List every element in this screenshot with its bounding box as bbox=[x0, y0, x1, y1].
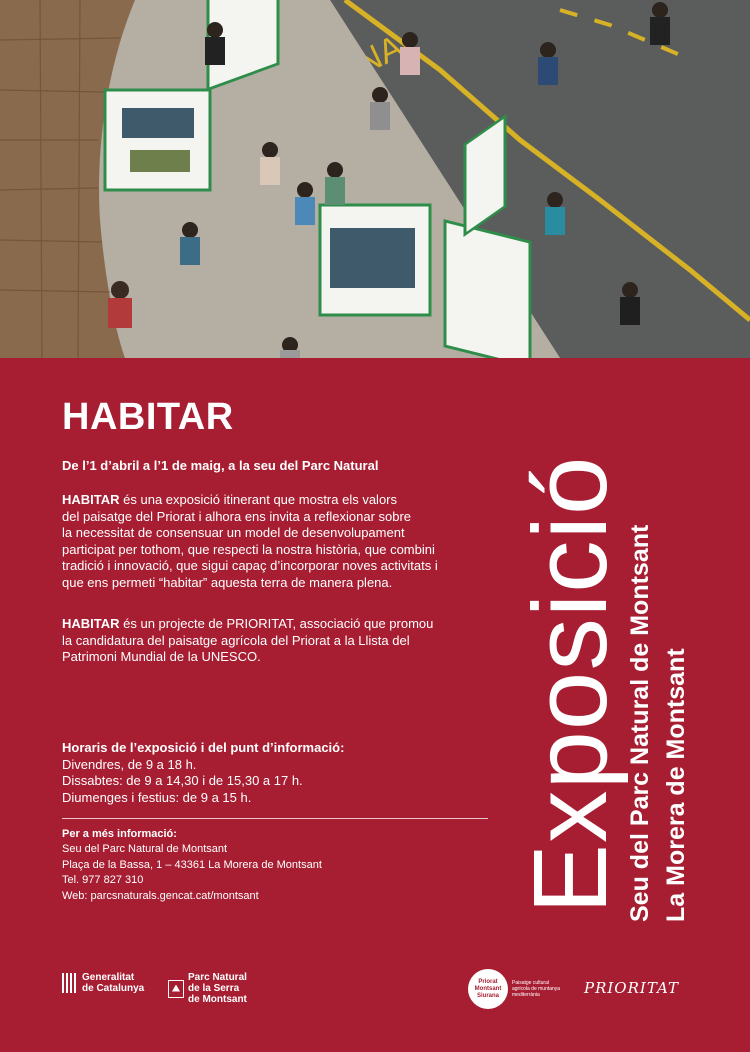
paragraph-lead: HABITAR bbox=[62, 492, 120, 507]
parc-natural-logo bbox=[168, 972, 247, 1005]
exhibition-photo bbox=[0, 0, 750, 358]
exhibition-title: HABITAR bbox=[62, 396, 234, 438]
mountain-icon bbox=[168, 980, 184, 998]
paragraph-line: és un projecte de PRIORITAT, associació que promou bbox=[119, 616, 434, 631]
logo-line: Montsant bbox=[474, 985, 502, 992]
paragraph-line: és una exposició itinerant que mostra els valors bbox=[119, 492, 398, 507]
priorat-circle-icon bbox=[468, 969, 508, 1009]
project-paragraph bbox=[62, 616, 492, 666]
info-title: Per a més informació: bbox=[62, 828, 177, 840]
info-line: Tel. 977 827 310 bbox=[62, 874, 144, 887]
paragraph-line: del paisatge del Priorat i alhora ens invita a reflexionar sobre bbox=[62, 508, 412, 524]
info-web-link[interactable]: Web: parcsnaturals.gencat.cat/montsant bbox=[62, 889, 259, 902]
vertical-headline: Exposició bbox=[512, 455, 629, 914]
logo-line: Priorat bbox=[478, 978, 498, 985]
priorat-montsant-logo bbox=[468, 969, 570, 1009]
paragraph-line: participat per tothom, que respecti la nostra història, que combini bbox=[62, 541, 435, 557]
logo-line: Siurana bbox=[476, 992, 499, 999]
logo-line: Parc Natural bbox=[188, 972, 247, 983]
info-line: Seu del Parc Natural de Montsant bbox=[62, 843, 228, 856]
hours-line: Diumenges i festius: de 9 a 15 h. bbox=[62, 789, 252, 805]
generalitat-stripes-icon bbox=[62, 973, 78, 993]
logo-line: Paisatge cultural bbox=[512, 980, 549, 986]
divider bbox=[62, 818, 488, 819]
paragraph-lead: HABITAR bbox=[62, 616, 120, 631]
hours-line: Dissabtes: de 9 a 14,30 i de 15,30 a 17 h. bbox=[62, 773, 303, 789]
contact-info bbox=[62, 827, 322, 904]
opening-hours bbox=[62, 740, 344, 806]
logo-line: Generalitat bbox=[82, 972, 135, 983]
hours-line: Divendres, de 9 a 18 h. bbox=[62, 756, 197, 772]
paragraph-line: la necessitat de consensuar un model de desenvolupament bbox=[62, 525, 405, 541]
logo-line: agrícola de muntanya bbox=[512, 986, 561, 992]
description-paragraph bbox=[62, 492, 492, 592]
prioritat-logo: PRIORITAT bbox=[584, 979, 680, 997]
vertical-venue: Seu del Parc Natural de Montsant bbox=[626, 524, 654, 922]
logo-line: mediterrània bbox=[512, 992, 540, 998]
hours-title: Horaris de l’exposició i del punt d’informació: bbox=[62, 740, 345, 755]
paragraph-line: la candidatura del paisatge agrícola del Priorat a la Llista del bbox=[62, 632, 410, 648]
info-line: Plaça de la Bassa, 1 – 43361 La Morera de Montsant bbox=[62, 858, 322, 871]
logo-line: de Catalunya bbox=[82, 983, 145, 994]
logo-line: de Montsant bbox=[188, 994, 247, 1005]
generalitat-logo bbox=[62, 972, 144, 994]
paragraph-line: tradició i innovació, que sigui capaç d’incorporar noves activitats i bbox=[62, 558, 438, 574]
exhibition-dates: De l’1 d’abril a l’1 de maig, a la seu del Parc Natural bbox=[62, 458, 379, 473]
vertical-town: La Morera de Montsant bbox=[662, 648, 690, 922]
paragraph-line: Patrimoni Mundial de la UNESCO. bbox=[62, 649, 261, 665]
logo-line: de la Serra bbox=[188, 983, 240, 994]
paragraph-line: que ens permeti “habitar” aquesta terra de manera plena. bbox=[62, 574, 393, 590]
